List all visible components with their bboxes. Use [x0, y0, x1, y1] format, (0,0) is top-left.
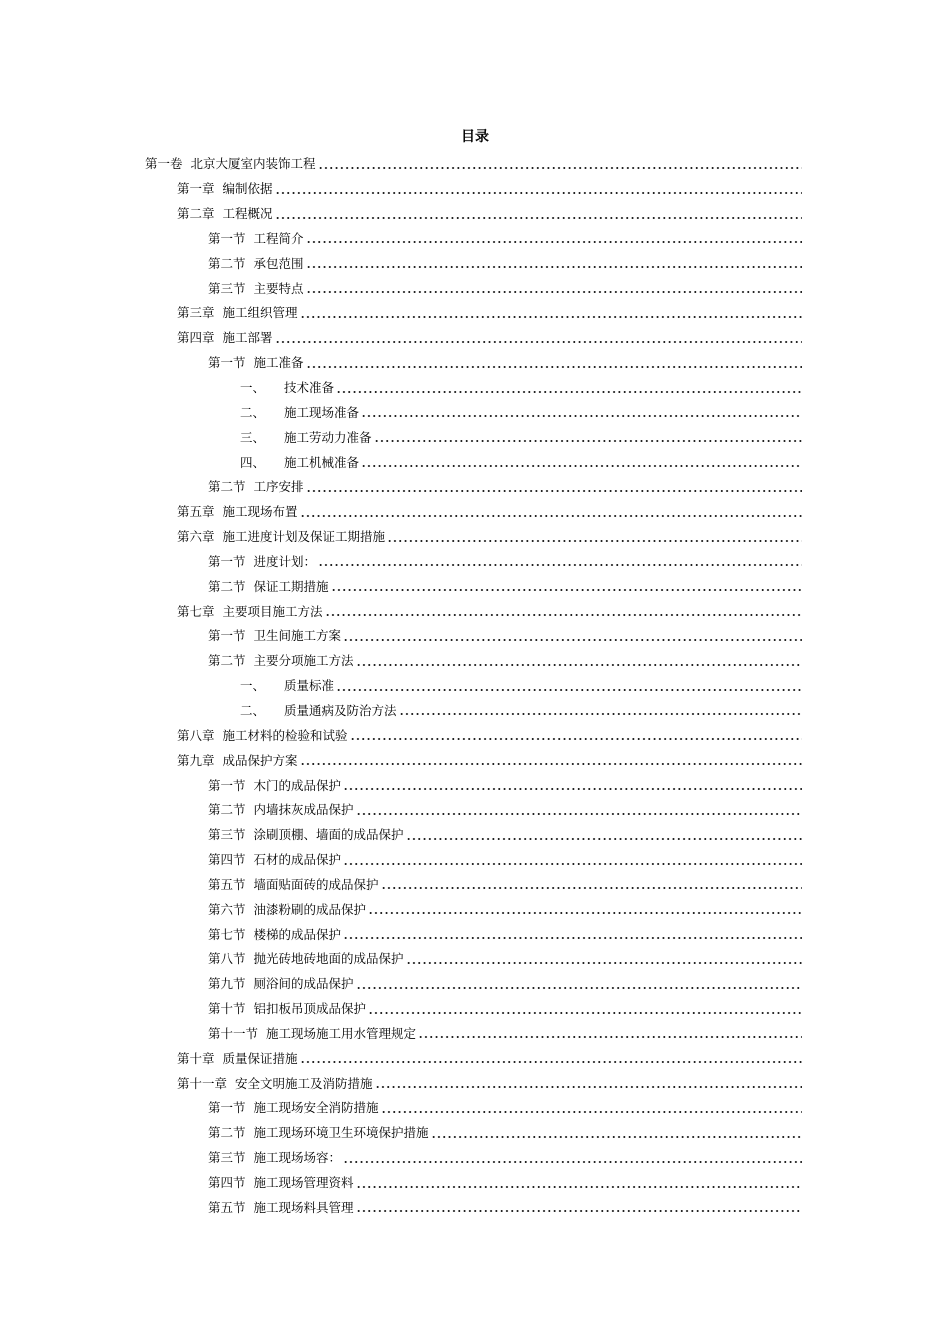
- toc-dot-leader: [275, 217, 802, 219]
- toc-dot-leader: [374, 440, 802, 442]
- toc-dot-leader: [368, 1012, 802, 1014]
- toc-entry-number: 第八章: [177, 727, 215, 743]
- toc-title: 目录: [461, 129, 489, 145]
- toc-entry-leader-line: [208, 875, 802, 893]
- toc-entry-label: 质量标准: [284, 678, 335, 694]
- toc-entry-leader-line: [145, 154, 802, 172]
- toc-entry-heading: [208, 577, 331, 595]
- toc-entry-number: 第四节: [208, 852, 246, 868]
- toc-dot-leader: [381, 887, 802, 889]
- toc-entry[interactable]: [0, 524, 950, 549]
- toc-entry-heading: [240, 701, 399, 719]
- toc-entry-number: 第一卷: [145, 156, 183, 172]
- toc-entry-number: 二、: [240, 702, 266, 718]
- toc-entry-leader-line: [177, 179, 802, 197]
- toc-entry-heading: [208, 651, 356, 669]
- toc-dot-leader: [356, 1186, 802, 1188]
- toc-entry-heading: [240, 378, 336, 396]
- toc-entry-heading: [208, 552, 318, 570]
- toc-entry-heading: [208, 925, 343, 943]
- toc-entry-label: 施工部署: [222, 330, 273, 346]
- toc-entry-leader-line: [208, 229, 802, 247]
- toc-entry[interactable]: [0, 822, 950, 847]
- toc-entry[interactable]: [0, 971, 950, 996]
- toc-dot-leader: [318, 167, 802, 169]
- toc-entry-heading: [208, 626, 343, 644]
- toc-entry-leader-line: [177, 751, 802, 769]
- toc-entry[interactable]: [0, 946, 950, 971]
- toc-entry-leader-line: [177, 328, 802, 346]
- toc-entry[interactable]: [0, 325, 950, 350]
- toc-entry-heading: [208, 999, 368, 1017]
- toc-entry-heading: [177, 751, 300, 769]
- toc-entry-label: 施工现场管理资料: [253, 1175, 354, 1191]
- toc-entry-leader-line: [208, 825, 802, 843]
- toc-dot-leader: [275, 341, 802, 343]
- toc-entry-label: 施工现场环境卫生环境保护措施: [253, 1125, 429, 1141]
- toc-entry-heading: [208, 776, 343, 794]
- toc-entry[interactable]: [0, 1070, 950, 1095]
- toc-entry-number: 第七节: [208, 926, 246, 942]
- toc-entry-number: 第一章: [177, 181, 215, 197]
- toc-entry-number: 第一节: [208, 230, 246, 246]
- toc-dot-leader: [361, 415, 802, 417]
- toc-entry-leader-line: [177, 602, 802, 620]
- toc-entry-label: 主要项目施工方法: [222, 603, 323, 619]
- toc-entry-heading: [240, 676, 336, 694]
- toc-entry[interactable]: [0, 996, 950, 1021]
- toc-entry-label: 铝扣板吊顶成品保护: [253, 1001, 367, 1017]
- toc-entry-label: 卫生间施工方案: [253, 628, 342, 644]
- toc-entry-heading: [208, 800, 356, 818]
- toc-entry-label: 施工现场场容：: [253, 1150, 342, 1166]
- toc-entry-heading: [177, 1049, 300, 1067]
- toc-entry-label: 北京大厦室内装饰工程: [190, 156, 316, 172]
- toc-entry-number: 第九章: [177, 752, 215, 768]
- table-of-contents: [0, 151, 950, 1219]
- toc-entry-label: 厕浴间的成品保护: [253, 976, 354, 992]
- toc-entry-heading: [208, 825, 406, 843]
- toc-entry-leader-line: [208, 1198, 802, 1216]
- toc-dot-leader: [306, 366, 802, 368]
- toc-entry-label: 工程概况: [222, 206, 273, 222]
- toc-entry-heading: [177, 502, 300, 520]
- toc-entry-leader-line: [208, 925, 802, 943]
- toc-entry-heading: [208, 477, 306, 495]
- toc-entry-heading: [177, 527, 387, 545]
- toc-entry-label: 施工现场布置: [222, 504, 298, 520]
- toc-dot-leader: [343, 639, 802, 641]
- toc-entry-number: 第二节: [208, 479, 246, 495]
- toc-entry-label: 施工准备: [253, 355, 304, 371]
- toc-dot-leader: [343, 937, 802, 939]
- toc-dot-leader: [300, 515, 802, 517]
- toc-entry-number: 第二节: [208, 802, 246, 818]
- toc-entry-leader-line: [208, 850, 802, 868]
- toc-entry-heading: [177, 726, 350, 744]
- toc-entry[interactable]: [0, 1145, 950, 1170]
- toc-entry-heading: [208, 1123, 431, 1141]
- toc-entry-number: 第三节: [208, 1150, 246, 1166]
- toc-entry-leader-line: [208, 254, 802, 272]
- toc-entry-label: 木门的成品保护: [253, 777, 342, 793]
- toc-entry-heading: [208, 974, 356, 992]
- toc-entry-heading: [177, 179, 275, 197]
- toc-entry-label: 施工组织管理: [222, 305, 298, 321]
- toc-entry-number: 二、: [240, 404, 266, 420]
- toc-entry-leader-line: [240, 428, 802, 446]
- toc-dot-leader: [306, 490, 802, 492]
- toc-dot-leader: [300, 316, 802, 318]
- toc-dot-leader: [343, 863, 802, 865]
- toc-entry-number: 第八节: [208, 951, 246, 967]
- toc-entry-leader-line: [208, 1098, 802, 1116]
- toc-entry-label: 楼梯的成品保护: [253, 926, 342, 942]
- toc-entry-number: 第二节: [208, 653, 246, 669]
- toc-entry[interactable]: [0, 1021, 950, 1046]
- toc-entry[interactable]: [0, 598, 950, 623]
- toc-dot-leader: [343, 788, 802, 790]
- toc-entry-label: 质量保证措施: [222, 1050, 298, 1066]
- toc-entry-leader-line: [240, 403, 802, 421]
- toc-entry-leader-line: [177, 1049, 802, 1067]
- toc-dot-leader: [306, 241, 802, 243]
- toc-dot-leader: [361, 465, 802, 467]
- toc-entry-number: 第二节: [208, 255, 246, 271]
- toc-entry[interactable]: [0, 201, 950, 226]
- toc-entry-leader-line: [240, 701, 802, 719]
- toc-entry-label: 墙面贴面砖的成品保护: [253, 876, 379, 892]
- toc-entry-label: 工序安排: [253, 479, 304, 495]
- toc-entry-leader-line: [208, 552, 802, 570]
- toc-dot-leader: [375, 1086, 802, 1088]
- toc-entry[interactable]: [0, 921, 950, 946]
- toc-entry-label: 施工现场施工用水管理规定: [266, 1025, 417, 1041]
- toc-entry-leader-line: [240, 676, 802, 694]
- toc-entry-leader-line: [208, 776, 802, 794]
- toc-entry-leader-line: [208, 651, 802, 669]
- toc-entry-number: 第三节: [208, 827, 246, 843]
- toc-entry[interactable]: [0, 1045, 950, 1070]
- toc-entry-label: 工程简介: [253, 230, 304, 246]
- toc-entry-number: 第六节: [208, 901, 246, 917]
- toc-entry-heading: [177, 602, 325, 620]
- toc-dot-leader: [306, 291, 802, 293]
- toc-entry[interactable]: [0, 449, 950, 474]
- toc-entry[interactable]: [0, 1095, 950, 1120]
- toc-entry[interactable]: [0, 896, 950, 921]
- toc-entry-label: 施工材料的检验和试验: [222, 727, 348, 743]
- toc-entry[interactable]: [0, 1120, 950, 1145]
- toc-entry[interactable]: [0, 399, 950, 424]
- toc-entry[interactable]: [0, 772, 950, 797]
- toc-entry[interactable]: [0, 871, 950, 896]
- toc-entry-label: 抛光砖地砖地面的成品保护: [253, 951, 404, 967]
- toc-entry-leader-line: [208, 1123, 802, 1141]
- toc-entry[interactable]: [0, 673, 950, 698]
- toc-entry-leader-line: [208, 999, 802, 1017]
- toc-dot-leader: [356, 813, 802, 815]
- toc-entry-number: 第五节: [208, 876, 246, 892]
- toc-entry-number: 第三章: [177, 305, 215, 321]
- toc-dot-leader: [356, 1210, 802, 1212]
- toc-entry-heading: [208, 353, 306, 371]
- toc-entry-number: 第九节: [208, 976, 246, 992]
- toc-entry-leader-line: [208, 1173, 802, 1191]
- toc-dot-leader: [368, 912, 802, 914]
- toc-dot-leader: [318, 564, 802, 566]
- toc-entry-heading: [177, 204, 275, 222]
- toc-dot-leader: [275, 192, 802, 194]
- toc-entry-heading: [208, 875, 381, 893]
- toc-dot-leader: [350, 738, 802, 740]
- toc-entry-number: 第五章: [177, 504, 215, 520]
- toc-entry-number: 四、: [240, 454, 266, 470]
- toc-entry-label: 施工进度计划及保证工期措施: [222, 529, 386, 545]
- toc-entry-number: 第十章: [177, 1050, 215, 1066]
- toc-entry-heading: [145, 154, 318, 172]
- toc-entry-heading: [240, 403, 361, 421]
- toc-entry-label: 承包范围: [253, 255, 304, 271]
- toc-entry-label: 主要分项施工方法: [253, 653, 354, 669]
- toc-entry-leader-line: [208, 577, 802, 595]
- toc-entry-number: 第一节: [208, 628, 246, 644]
- toc-entry[interactable]: [0, 275, 950, 300]
- toc-entry[interactable]: [0, 350, 950, 375]
- toc-entry-label: 保证工期措施: [253, 578, 329, 594]
- toc-entry-heading: [240, 453, 361, 471]
- toc-entry[interactable]: [0, 623, 950, 648]
- toc-entry-label: 施工现场料具管理: [253, 1199, 354, 1215]
- toc-entry-number: 第一节: [208, 355, 246, 371]
- toc-dot-leader: [331, 589, 802, 591]
- toc-entry-leader-line: [208, 974, 802, 992]
- toc-entry[interactable]: [0, 1170, 950, 1195]
- toc-dot-leader: [343, 1161, 802, 1163]
- toc-dot-leader: [325, 614, 802, 616]
- toc-entry[interactable]: [0, 151, 950, 176]
- toc-dot-leader: [406, 962, 802, 964]
- toc-entry-number: 第三节: [208, 280, 246, 296]
- toc-entry-heading: [208, 254, 306, 272]
- toc-entry-heading: [208, 1024, 418, 1042]
- toc-entry-leader-line: [177, 726, 802, 744]
- toc-dot-leader: [418, 1036, 802, 1038]
- toc-entry-label: 安全文明施工及消防措施: [235, 1075, 373, 1091]
- toc-dot-leader: [387, 540, 802, 542]
- toc-dot-leader: [406, 838, 802, 840]
- toc-entry[interactable]: [0, 424, 950, 449]
- toc-entry-heading: [177, 328, 275, 346]
- toc-entry-label: 技术准备: [284, 380, 335, 396]
- toc-entry-label: 内墙抹灰成品保护: [253, 802, 354, 818]
- toc-entry[interactable]: [0, 648, 950, 673]
- toc-entry-leader-line: [208, 1148, 802, 1166]
- toc-entry-heading: [177, 303, 300, 321]
- toc-entry-leader-line: [177, 1074, 802, 1092]
- toc-entry-label: 进度计划：: [253, 553, 317, 569]
- toc-entry-label: 油漆粉刷的成品保护: [253, 901, 367, 917]
- toc-entry-label: 质量通病及防治方法: [284, 702, 397, 718]
- toc-entry-number: 第十节: [208, 1001, 246, 1017]
- toc-entry-leader-line: [177, 502, 802, 520]
- toc-dot-leader: [356, 987, 802, 989]
- toc-entry[interactable]: [0, 300, 950, 325]
- toc-entry-number: 第二章: [177, 206, 215, 222]
- toc-dot-leader: [336, 391, 802, 393]
- toc-dot-leader: [306, 266, 802, 268]
- toc-dot-leader: [356, 664, 802, 666]
- toc-entry-leader-line: [208, 279, 802, 297]
- toc-entry-heading: [208, 1198, 356, 1216]
- toc-entry-number: 第十一章: [177, 1075, 228, 1091]
- toc-entry-number: 一、: [240, 678, 266, 694]
- toc-entry-heading: [208, 229, 306, 247]
- toc-entry-leader-line: [208, 800, 802, 818]
- toc-entry-number: 三、: [240, 429, 266, 445]
- toc-entry-label: 石材的成品保护: [253, 852, 342, 868]
- toc-entry-heading: [208, 900, 368, 918]
- toc-entry[interactable]: [0, 1194, 950, 1219]
- toc-entry-heading: [208, 1098, 381, 1116]
- toc-entry-label: 成品保护方案: [222, 752, 298, 768]
- toc-entry-leader-line: [240, 378, 802, 396]
- toc-entry-label: 涂刷顶棚、墙面的成品保护: [253, 827, 404, 843]
- toc-entry-number: 第二节: [208, 578, 246, 594]
- toc-entry-heading: [240, 428, 374, 446]
- toc-dot-leader: [336, 689, 802, 691]
- toc-entry-leader-line: [177, 204, 802, 222]
- toc-entry-leader-line: [240, 453, 802, 471]
- toc-entry-heading: [208, 279, 306, 297]
- toc-entry-number: 第一节: [208, 1100, 246, 1116]
- toc-entry-heading: [177, 1074, 375, 1092]
- toc-entry-heading: [208, 1148, 343, 1166]
- toc-dot-leader: [399, 713, 802, 715]
- toc-entry-number: 第一节: [208, 777, 246, 793]
- toc-entry-leader-line: [208, 353, 802, 371]
- toc-entry-leader-line: [208, 477, 802, 495]
- toc-entry-heading: [208, 949, 406, 967]
- toc-entry-label: 编制依据: [222, 181, 273, 197]
- toc-entry-number: 第二节: [208, 1125, 246, 1141]
- toc-entry[interactable]: [0, 797, 950, 822]
- toc-entry-number: 第七章: [177, 603, 215, 619]
- toc-entry-label: 施工劳动力准备: [284, 429, 372, 445]
- toc-entry[interactable]: [0, 226, 950, 251]
- toc-entry-heading: [208, 850, 343, 868]
- toc-entry[interactable]: [0, 847, 950, 872]
- toc-entry-leader-line: [208, 900, 802, 918]
- toc-dot-leader: [431, 1136, 802, 1138]
- toc-entry-number: 第四章: [177, 330, 215, 346]
- toc-entry-number: 第十一节: [208, 1025, 259, 1041]
- toc-dot-leader: [300, 763, 802, 765]
- toc-entry-number: 第一节: [208, 553, 246, 569]
- toc-entry[interactable]: [0, 747, 950, 772]
- toc-entry[interactable]: [0, 573, 950, 598]
- toc-entry[interactable]: [0, 722, 950, 747]
- toc-entry-number: 第四节: [208, 1175, 246, 1191]
- toc-entry-heading: [208, 1173, 356, 1191]
- toc-entry[interactable]: [0, 549, 950, 574]
- toc-entry[interactable]: [0, 474, 950, 499]
- toc-entry-number: 第六章: [177, 529, 215, 545]
- toc-entry-label: 主要特点: [253, 280, 304, 296]
- toc-entry[interactable]: [0, 250, 950, 275]
- toc-entry-label: 施工现场安全消防措施: [253, 1100, 379, 1116]
- toc-entry-label: 施工现场准备: [284, 404, 360, 420]
- toc-entry-leader-line: [208, 626, 802, 644]
- toc-entry[interactable]: [0, 375, 950, 400]
- toc-entry-leader-line: [208, 949, 802, 967]
- toc-entry-leader-line: [177, 527, 802, 545]
- toc-entry[interactable]: [0, 698, 950, 723]
- toc-entry-label: 施工机械准备: [284, 454, 360, 470]
- toc-entry-number: 第五节: [208, 1199, 246, 1215]
- toc-dot-leader: [381, 1111, 802, 1113]
- toc-entry-leader-line: [177, 303, 802, 321]
- toc-dot-leader: [300, 1061, 802, 1063]
- toc-entry-number: 一、: [240, 380, 266, 396]
- toc-entry[interactable]: [0, 176, 950, 201]
- toc-entry-leader-line: [208, 1024, 802, 1042]
- toc-entry[interactable]: [0, 499, 950, 524]
